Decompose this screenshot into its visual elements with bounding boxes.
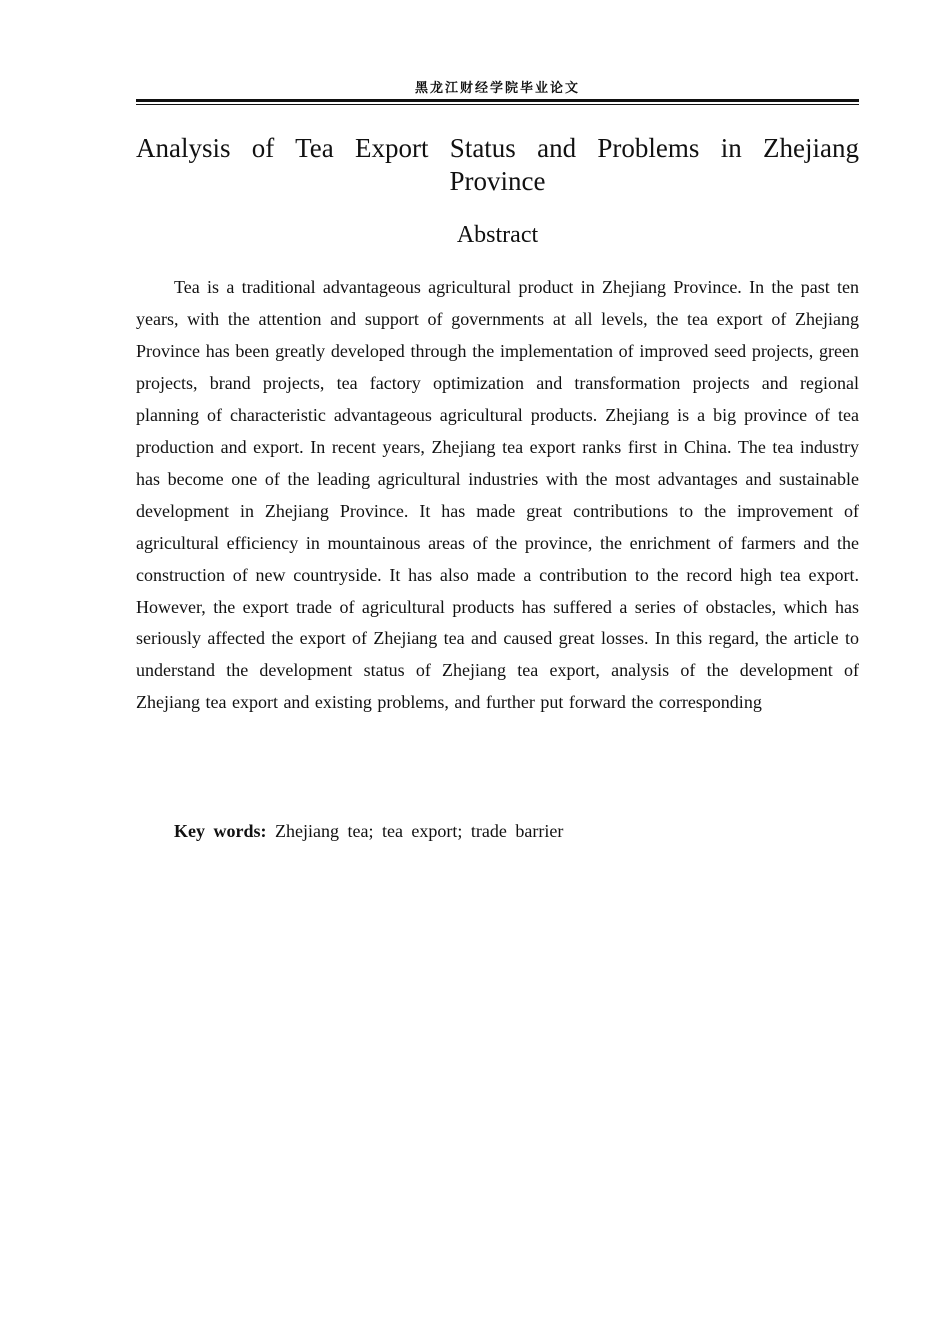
keywords-label: Key words: [174, 821, 267, 841]
abstract-body: Tea is a traditional advantageous agricultural product in Zhejiang Province. In the past ten years, with the attention and support of governments at all levels, the tea export of Zhejiang Province has been greatly developed through the implementation of improved seed projects, green projects, brand projects, tea factory optimization and transformation projects and regional planning of characteristic advantageous agricultural products. Zhejiang is a big province of tea production and export. In recent years, Zhejiang tea export ranks first in China. The tea industry has become one of the leading agricultural industries with the most advantages and sustainable development in Zhejiang Province. It has made great contributions to the improvement of agricultural efficiency in mountainous areas of the province, the enrichment of farmers and the construction of new countryside. It has also made a contribution to the record high tea export. However, the export trade of agricultural products has suffered a series of obstacles, which has seriously affected the export of Zhejiang tea and caused great losses. In this regard, the article to understand the development status of Zhejiang tea export, analysis of the development of Zhejiang tea export and existing problems, and further put forward the corresponding [136, 277, 859, 713]
header-rule-thin [136, 104, 859, 105]
header-rule-thick [136, 99, 859, 102]
abstract-heading: Abstract [456, 222, 539, 248]
running-header: 黑龙江财经学院毕业论文 [414, 81, 580, 96]
keywords-text: Zhejiang tea; tea export; trade barrier [275, 821, 564, 841]
document-title: Analysis of Tea Export Status and Problems in Zhejiang Province [136, 133, 859, 196]
keywords-line [136, 815, 859, 847]
